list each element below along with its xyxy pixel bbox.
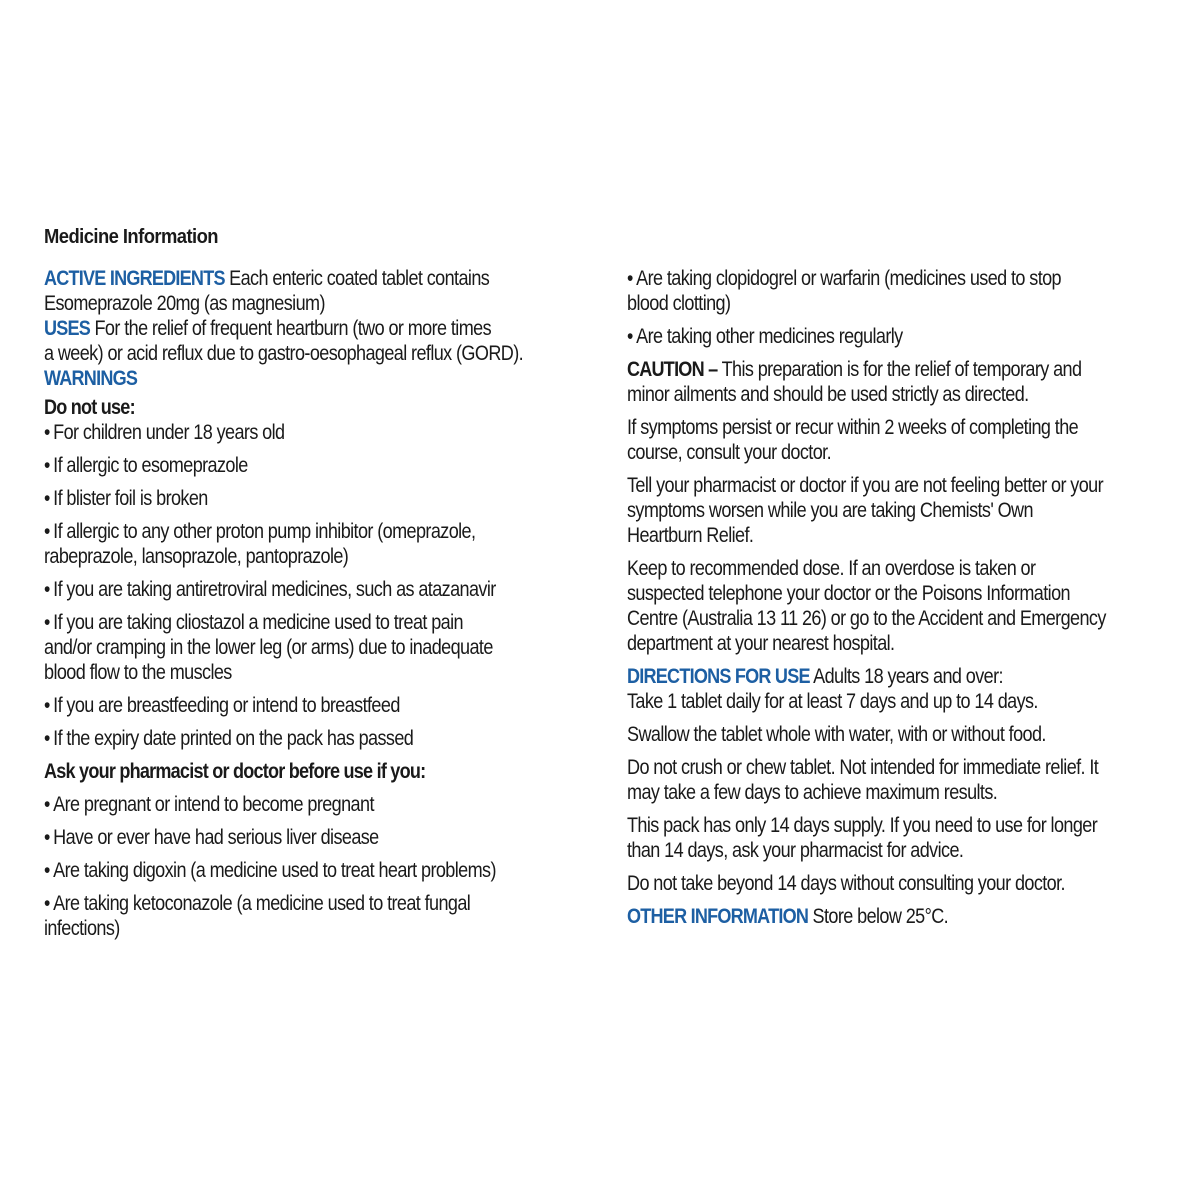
list-item [44,693,603,718]
list-item-text: blood clotting) [627,292,731,315]
list-item-text: If you are taking antiretroviral medicines, such as atazanavir [53,578,496,601]
list-item-text: If allergic to esomeprazole [53,454,248,477]
uses-heading: USES [44,317,91,340]
caution-text-2: minor ailments and should be used strictly as directed. [627,383,1029,406]
paragraph-line: department at your nearest hospital. [627,632,895,655]
list-item [44,792,603,817]
list-item [44,577,603,602]
list-item-text: Are taking ketoconazole (a medicine used to treat fungal [53,892,471,915]
list-item [44,486,603,511]
paragraph-line: If symptoms persist or recur within 2 weeks of completing the [627,416,1079,439]
caution-section [627,357,1173,407]
list-item [627,266,1173,316]
swallow-paragraph: Swallow the tablet whole with water, with or without food. [627,723,1046,746]
list-item [44,420,603,445]
warnings-section [44,366,603,391]
bullet-icon: • [44,487,50,510]
bullet-icon: • [44,793,50,816]
uses-text-2: a week) or acid reflux due to gastro-oesophageal reflux (GORD). [44,342,524,365]
list-item-text: If you are breastfeeding or intend to breastfeed [53,694,400,717]
bullet-icon: • [627,267,633,290]
list-item-text: Have or ever have had serious liver disease [53,826,379,849]
list-item-text: If blister foil is broken [53,487,208,510]
left-column [44,266,604,949]
ask-pharmacist-list-continued [627,266,1173,349]
symptoms-persist-paragraph [627,415,1173,465]
list-item [44,825,603,850]
paragraph-line: Do not crush or chew tablet. Not intended for immediate relief. It [627,756,1099,779]
list-item-text: infections) [44,917,120,940]
right-column [627,266,1187,937]
list-item-text: Are taking digoxin (a medicine used to treat heart problems) [53,859,496,882]
ask-pharmacist-list [44,792,603,941]
directions-section [627,664,1173,714]
list-item-text: Are pregnant or intend to become pregnant [53,793,374,816]
bullet-icon: • [44,421,50,444]
recommended-dose-paragraph [627,556,1173,656]
caution-heading: CAUTION [627,358,704,381]
bullet-icon: • [44,454,50,477]
bullet-icon: • [44,611,50,634]
paragraph-line: Centre (Australia 13 11 26) or go to the Accident and Emergency [627,607,1106,630]
list-item-text: If you are taking cliostazol a medicine used to treat pain [53,611,463,634]
list-item-text: and/or cramping in the lower leg (or arms) due to inadequate [44,636,493,659]
list-item [627,324,1173,349]
other-information-text: Store below 25°C. [808,905,949,928]
other-information-section [627,904,1173,929]
list-item-text: If the expiry date printed on the pack has passed [53,727,414,750]
bullet-icon: • [44,859,50,882]
list-item-text: Are taking clopidogrel or warfarin (medicines used to stop [636,267,1062,290]
warnings-heading: WARNINGS [44,367,138,390]
list-item [44,858,603,883]
list-item [44,891,603,941]
list-item-text: Are taking other medicines regularly [636,325,903,348]
paragraph-line: Keep to recommended dose. If an overdose is taken or [627,557,1036,580]
list-item-text: For children under 18 years old [53,421,285,444]
pack-supply-paragraph [627,813,1173,863]
bullet-icon: • [44,826,50,849]
do-not-exceed-paragraph: Do not take beyond 14 days without consulting your doctor. [627,872,1065,895]
ask-pharmacist-heading: Ask your pharmacist or doctor before use if you: [44,760,426,783]
paragraph-line: Tell your pharmacist or doctor if you are not feeling better or your [627,474,1104,497]
paragraph-line: than 14 days, ask your pharmacist for advice. [627,839,964,862]
paragraph-line: course, consult your doctor. [627,441,831,464]
list-item-text: blood flow to the muscles [44,661,232,684]
bullet-icon: • [44,694,50,717]
paragraph-line: Heartburn Relief. [627,524,754,547]
list-item-text: rabeprazole, lansoprazole, pantoprazole) [44,545,349,568]
list-item [44,610,603,685]
bullet-icon: • [44,578,50,601]
list-item [44,453,603,478]
list-item [44,726,603,751]
list-item-text: If allergic to any other proton pump inhibitor (omeprazole, [53,520,476,543]
paragraph-line: suspected telephone your doctor or the Poisons Information [627,582,1070,605]
paragraph-line: This pack has only 14 days supply. If you need to use for longer [627,814,1098,837]
active-ingredients-text-2: Esomeprazole 20mg (as magnesium) [44,292,325,315]
directions-text-2: Take 1 tablet daily for at least 7 days and up to 14 days. [627,690,1038,713]
bullet-icon: • [44,727,50,750]
bullet-icon: • [627,325,633,348]
caution-dash: – [703,358,722,381]
uses-section [44,316,603,366]
tell-pharmacist-paragraph [627,473,1173,548]
caution-text: This preparation is for the relief of temporary and [721,358,1082,381]
uses-text: For the relief of frequent heartburn (two or more times [90,317,492,340]
paragraph-line: may take a few days to achieve maximum results. [627,781,998,804]
directions-heading: DIRECTIONS FOR USE [627,665,810,688]
page-title: Medicine Information [44,226,218,248]
active-ingredients-heading: ACTIVE INGREDIENTS [44,267,225,290]
bullet-icon: • [44,520,50,543]
directions-text: Adults 18 years and over: [809,665,1003,688]
other-information-heading: OTHER INFORMATION [627,905,809,928]
do-not-use-heading: Do not use: [44,396,135,419]
do-not-crush-paragraph [627,755,1173,805]
list-item [44,519,603,569]
active-ingredients-section [44,266,603,316]
bullet-icon: • [44,892,50,915]
do-not-use-list [44,420,603,751]
paragraph-line: symptoms worsen while you are taking Chemists' Own [627,499,1033,522]
active-ingredients-text: Each enteric coated tablet contains [224,267,490,290]
